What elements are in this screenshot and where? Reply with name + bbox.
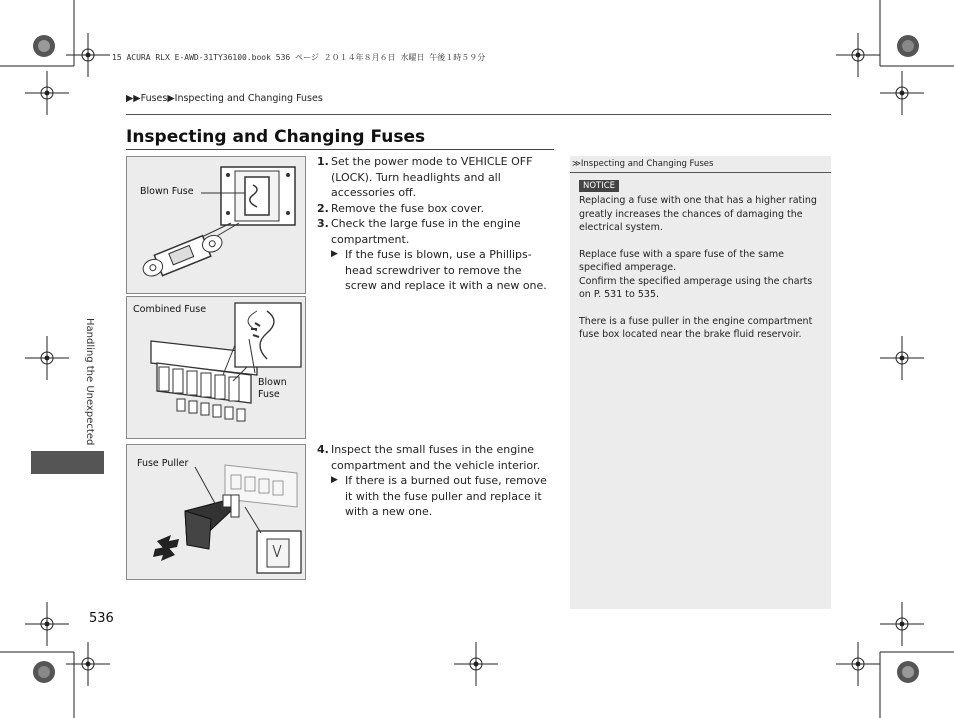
print-header: 15 ACURA RLX E-AWD-31TY36100.book 536 ページ ２０１４年８月６日 水曜日 午後１時５９分 — [112, 53, 486, 62]
step-2 — [317, 201, 555, 217]
step-4 — [317, 442, 555, 473]
step-3 — [317, 216, 555, 247]
blown-fuse-illustration — [127, 157, 305, 293]
step-4-substep — [317, 473, 555, 520]
step-text: Check the large fuse in the engine compartment. — [331, 217, 521, 246]
breadcrumb — [126, 93, 323, 104]
title-rule — [126, 149, 554, 150]
sidebar-paragraph: There is a fuse puller in the engine compartment fuse box located near the brake fluid reservoir. — [579, 315, 813, 340]
sidebar-heading-text: Inspecting and Changing Fuses — [580, 159, 714, 169]
page-title: Inspecting and Changing Fuses — [126, 127, 426, 147]
page-number: 536 — [89, 611, 114, 626]
combined-fuse-illustration — [127, 297, 305, 438]
step-text: Set the power mode to VEHICLE OFF (LOCK). Turn headlights and all accessories off. — [331, 155, 533, 199]
breadcrumb-fuses-link[interactable]: Fuses — [140, 93, 168, 104]
blown-label-line2: Fuse — [258, 389, 280, 400]
figure-blown-fuse — [126, 156, 306, 294]
step-text: Remove the fuse box cover. — [331, 201, 484, 215]
substep-arrow-icon: ▶ — [331, 249, 338, 259]
header-rule — [126, 114, 831, 115]
breadcrumb-arrows: ▶▶ — [126, 93, 141, 104]
sidebar-paragraph: Replacing a fuse with one that has a higher rating greatly increases the chances of damaging the electrical system. — [579, 195, 817, 233]
step-1 — [317, 154, 555, 201]
step-3-substep — [317, 247, 555, 294]
step-number: 2. — [317, 201, 329, 215]
sidebar-body — [570, 194, 831, 342]
steps-block-2 — [317, 442, 555, 520]
substep-text: If the fuse is blown, use a Phillips-head screwdriver to remove the screw and replace it with a new one. — [345, 248, 547, 292]
figure-fuse-puller — [126, 444, 306, 580]
step-number: 4. — [317, 443, 329, 456]
step-text: Inspect the small fuses in the engine compartment and the vehicle interior. — [331, 443, 541, 472]
sidebar-paragraph: Replace fuse with a spare fuse of the same specified amperage. Confirm the specified amperage using the charts on P. 531 to 535. — [579, 248, 813, 300]
sidebar-note — [570, 156, 831, 609]
step-number: 1. — [317, 155, 329, 168]
substep-arrow-icon: ▶ — [331, 475, 338, 485]
breadcrumb-current[interactable]: Inspecting and Changing Fuses — [174, 93, 323, 104]
fuse-puller-label: Fuse Puller — [137, 458, 189, 469]
figure-combined-fuse — [126, 296, 306, 439]
blown-fuse-label: Blown Fuse — [140, 186, 194, 197]
reference-icon: ≫ — [572, 159, 581, 169]
notice-badge: NOTICE — [579, 180, 619, 192]
step-number: 3. — [317, 217, 329, 230]
chapter-tab-label: Handling the Unexpected — [84, 318, 95, 446]
sidebar-heading — [570, 156, 831, 173]
blown-label-line1: Blown — [258, 377, 287, 388]
breadcrumb-separator: ▶ — [167, 93, 175, 104]
combined-fuse-label: Combined Fuse — [133, 304, 207, 315]
substep-text: If there is a burned out fuse, remove it with the fuse puller and replace it with a new one. — [345, 474, 547, 518]
steps-block-1 — [317, 154, 555, 294]
chapter-tab[interactable] — [31, 451, 104, 474]
